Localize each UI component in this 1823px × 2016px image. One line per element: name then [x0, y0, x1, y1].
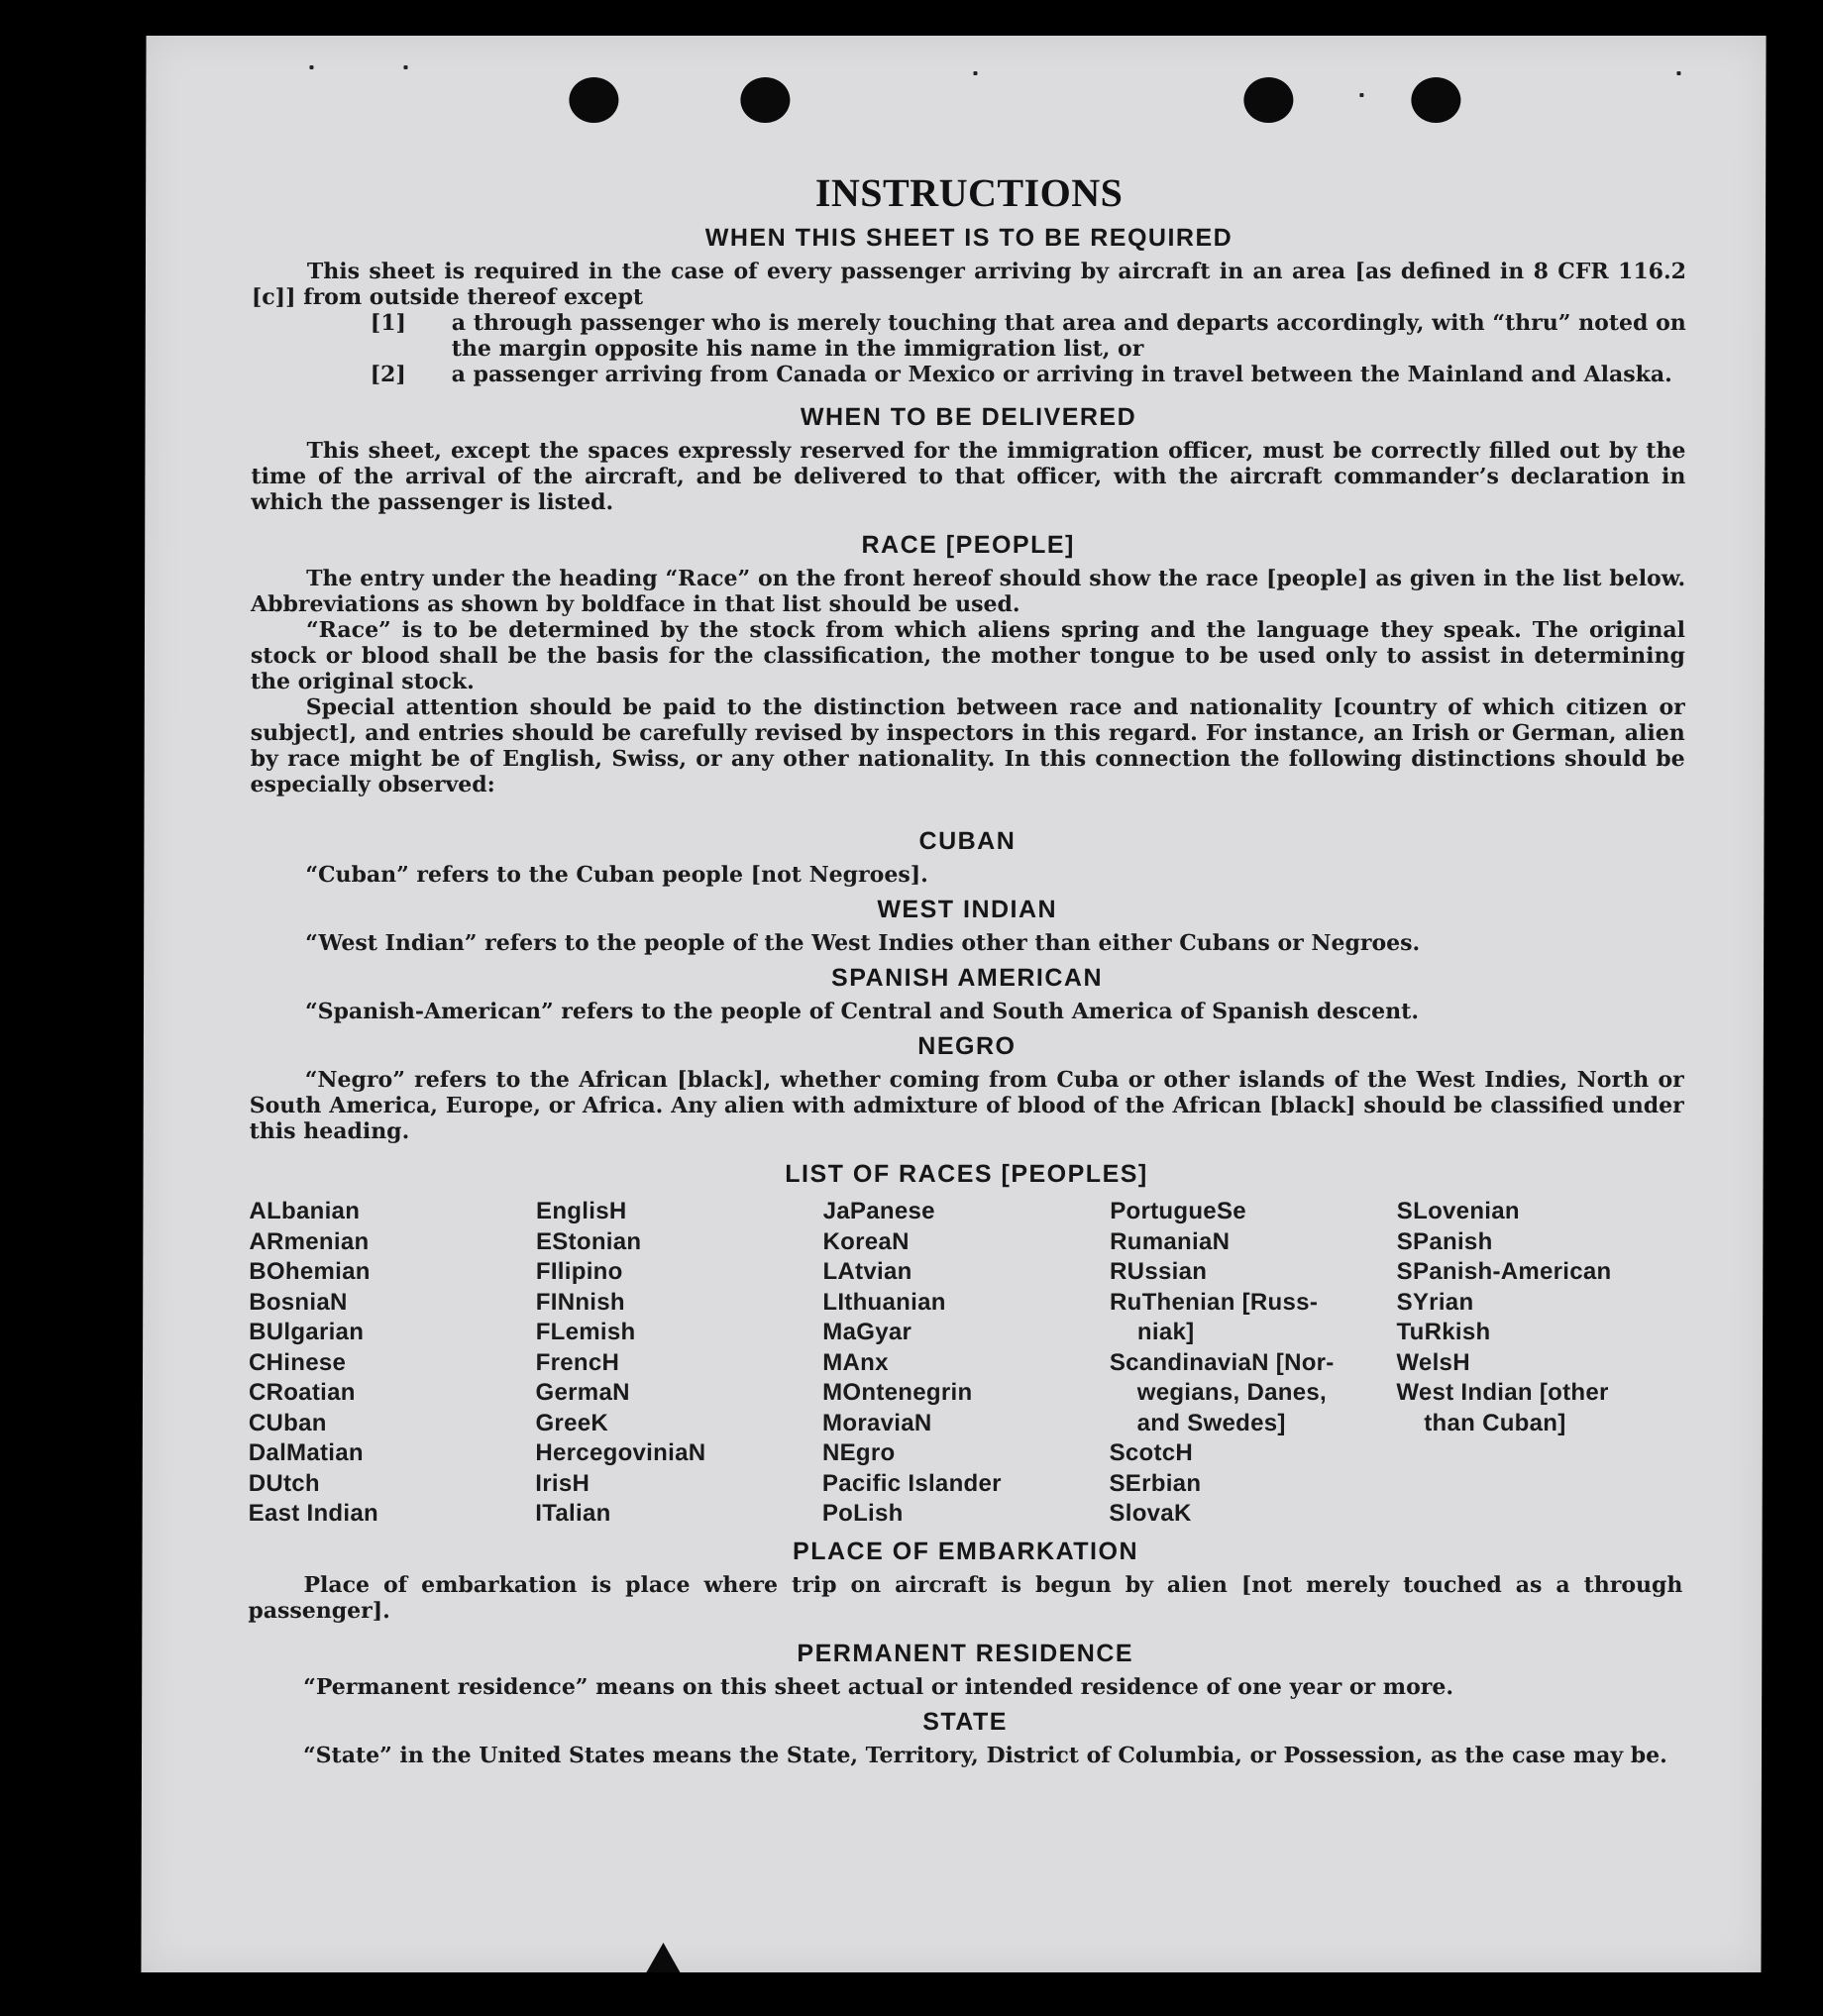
race-entry: ScotcH — [1109, 1439, 1194, 1466]
race-entry: BosniaN — [249, 1288, 348, 1316]
race-entry: SlovaK — [1109, 1500, 1192, 1527]
race-entry: JaPanese — [822, 1198, 935, 1224]
speck — [973, 71, 977, 75]
race-entry: CHinese — [249, 1348, 347, 1376]
heading-west-indian: WEST INDIAN — [877, 896, 1058, 923]
race-paragraph-3: Special attention should be paid to the distinction between race and nationality [country of which citizen or subject], and entries should be carefully revised by inspectors in this regard. For instance, an Irish or German, alien by race might be of English, Swiss, or any other nationality. In this connection the following distinctions should be especially observed: — [250, 694, 1685, 797]
heading-negro: NEGRO — [917, 1032, 1017, 1060]
content — [248, 130, 1686, 1768]
race-entry: SLovenian — [1396, 1198, 1520, 1224]
race-entry: CUban — [248, 1409, 327, 1436]
race-paragraph-1: The entry under the heading “Race” on the front hereof should show the race [people] as given in the list below. Abbreviations as shown by boldface in that list should be used. — [251, 566, 1686, 617]
delivered-text: This sheet, except the spaces expressly reserved for the immigration officer, must be correctly filled out by the time of the arrival of the aircraft, and be delivered to that officer, with the aircraft commander’s declaration in which the passenger is listed. — [251, 438, 1686, 515]
race-entry: East Indian — [248, 1500, 379, 1527]
race-entry: NEgro — [821, 1439, 896, 1466]
race-paragraph-2: “Race” is to be determined by the stock from which aliens spring and the language they speak. The original stock or blood shall be the basis for the classification, the mother tongue to be used only to assist in determining the original stock. — [250, 617, 1686, 694]
race-entry: TuRkish — [1396, 1319, 1491, 1345]
heading-race: RACE [PEOPLE] — [861, 531, 1075, 559]
race-entry: PortugueSe — [1110, 1198, 1246, 1224]
exception-text: a passenger arriving from Canada or Mexico or arriving in travel between the Mainland and Alaska. — [451, 362, 1672, 387]
exception-list — [371, 310, 1686, 387]
race-entry: RumaniaN — [1110, 1227, 1231, 1255]
heading-permanent-residence: PERMANENT RESIDENCE — [797, 1639, 1134, 1667]
residence-text: “Permanent residence” means on this sheet actual or intended residence of one year or more. — [303, 1673, 1454, 1700]
sheet-notch — [646, 1943, 680, 1972]
race-column — [1109, 1197, 1396, 1530]
exception-marker: [1] — [370, 310, 406, 336]
race-entry: wegians, Danes, — [1136, 1379, 1328, 1406]
cuban-text: “Cuban” refers to the Cuban people [not Negroes]. — [305, 862, 928, 888]
speck — [403, 65, 407, 69]
race-column — [822, 1197, 1110, 1530]
race-entry: EStonian — [535, 1227, 642, 1255]
race-entry: SErbian — [1109, 1469, 1202, 1497]
race-entry: BOhemian — [249, 1258, 371, 1285]
race-entry: DUtch — [248, 1469, 320, 1497]
race-entry: EnglisH — [536, 1198, 627, 1224]
race-entry: DalMatian — [248, 1439, 364, 1466]
punch-hole — [1243, 77, 1293, 123]
race-entry: GermaN — [535, 1379, 630, 1406]
speck — [1359, 93, 1363, 97]
race-entry: PoLish — [821, 1500, 904, 1527]
instruction-sheet — [141, 36, 1766, 1972]
race-column — [1396, 1197, 1683, 1530]
speck — [1676, 71, 1680, 75]
spanish-american-text: “Spanish-American” refers to the people of Central and South America of Spanish descent. — [304, 999, 1420, 1024]
required-intro: This sheet is required in the case of every passenger arriving by aircraft in an area [as defined in 8 CFR 116.2 [c]] from outside thereof except — [251, 259, 1686, 310]
race-entry: ALbanian — [249, 1198, 361, 1224]
race-entry: MoraviaN — [822, 1409, 932, 1436]
exception-text: a through passenger who is merely touching that area and departs accordingly, with “thru” noted on the margin opposite his name in the immigration list, or — [451, 310, 1686, 362]
exception-marker: [2] — [370, 362, 406, 387]
race-entry: niak] — [1136, 1319, 1195, 1345]
race-column — [535, 1197, 822, 1530]
race-entry: MAnx — [822, 1348, 889, 1376]
race-entry: SPanish-American — [1396, 1258, 1612, 1285]
race-column — [249, 1197, 536, 1530]
exception-item — [371, 310, 1686, 362]
heading-when-delivered: WHEN TO BE DELIVERED — [800, 403, 1137, 431]
race-entry: WelsH — [1396, 1348, 1470, 1376]
race-entry: LAtvian — [822, 1258, 912, 1285]
page-title: INSTRUCTIONS — [814, 170, 1124, 215]
race-entry: BUlgarian — [249, 1319, 365, 1345]
race-entry: KoreaN — [822, 1227, 910, 1255]
race-entry: MaGyar — [822, 1319, 912, 1345]
race-entry: HercegovinіaN — [535, 1439, 706, 1466]
race-entry: ARmenian — [249, 1227, 370, 1255]
race-entry: IrisH — [535, 1469, 590, 1497]
heading-list-of-races: LIST OF RACES [PEOPLES] — [785, 1160, 1148, 1188]
race-list — [249, 1197, 1684, 1530]
speck — [309, 65, 313, 69]
race-entry: FrencH — [535, 1348, 620, 1376]
race-entry: than Cuban] — [1424, 1409, 1566, 1436]
heading-cuban: CUBAN — [918, 827, 1017, 855]
heading-embarkation: PLACE OF EMBARKATION — [793, 1537, 1139, 1565]
heading-state: STATE — [922, 1707, 1009, 1736]
state-text: “State” in the United States means the State, Territory, District of Columbia, or Possession, as the case may be. — [302, 1742, 1667, 1768]
race-entry: MOntenegrin — [822, 1379, 973, 1406]
race-entry: FLemish — [535, 1319, 636, 1345]
race-entry: SYrian — [1396, 1288, 1474, 1316]
race-entry: CRoatian — [248, 1379, 356, 1406]
exception-item — [371, 362, 1686, 387]
punch-hole — [1411, 77, 1460, 123]
race-entry: FINnish — [535, 1288, 625, 1316]
punch-hole — [740, 77, 790, 123]
race-entry: SPanish — [1396, 1227, 1493, 1255]
race-entry: West Indian [other — [1396, 1379, 1609, 1406]
race-entry: ScandinaviaN [Nor- — [1109, 1348, 1335, 1376]
race-entry: GreeK — [535, 1409, 609, 1436]
heading-spanish-american: SPANISH AMERICAN — [831, 964, 1104, 992]
race-entry: RuThenian [Russ- — [1109, 1288, 1319, 1316]
race-entry: ITalian — [535, 1500, 611, 1527]
west-indian-text: “West Indian” refers to the people of the West Indies other than either Cubans or Negroes. — [305, 930, 1421, 956]
race-entry: and Swedes] — [1136, 1409, 1286, 1436]
race-entry: RUssian — [1110, 1258, 1208, 1285]
negro-text: “Negro” refers to the African [black], whether coming from Cuba or other islands of the West Indies, North or South America, Europe, or Africa. Any alien with admixture of blood of the African [black] should be classified under this heading. — [249, 1067, 1684, 1144]
race-entry: FIlipino — [535, 1258, 623, 1285]
race-entry: Pacific Islander — [821, 1469, 1002, 1497]
punch-hole — [569, 77, 618, 123]
heading-when-required: WHEN THIS SHEET IS TO BE REQUIRED — [704, 224, 1233, 252]
embarkation-text: Place of embarkation is place where trip on aircraft is begun by alien [not merely touched as a through passenger]. — [248, 1571, 1683, 1624]
race-entry: LIthuanian — [822, 1288, 946, 1316]
